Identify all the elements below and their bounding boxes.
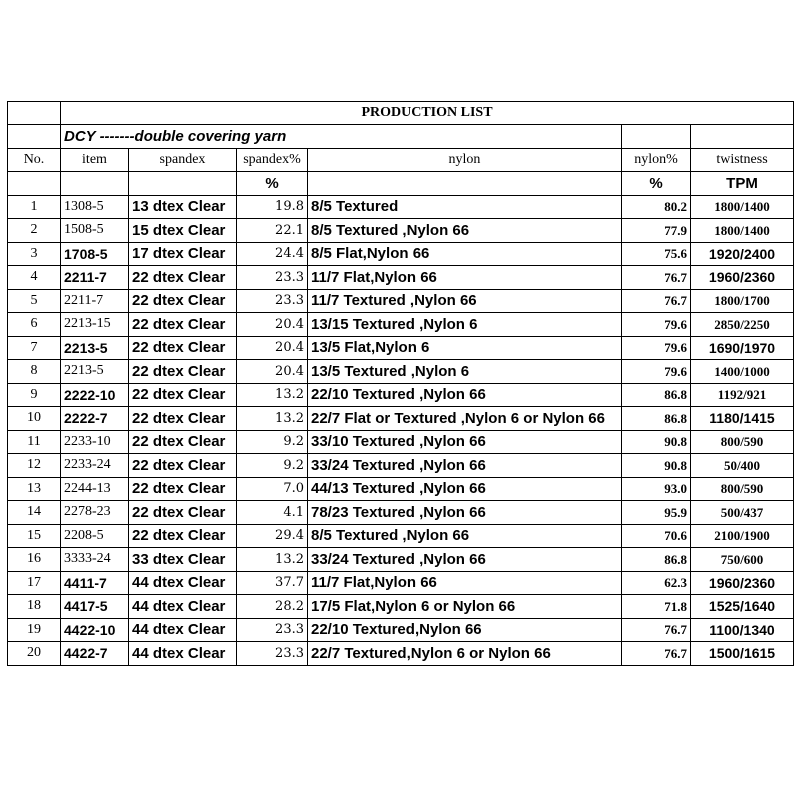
- row-nylon: 22/10 Textured ,Nylon 66: [308, 383, 622, 407]
- row-item: 4422-7: [61, 642, 129, 666]
- row-item: 2222-10: [61, 383, 129, 407]
- row-nylon: 8/5 Textured ,Nylon 66: [308, 524, 622, 548]
- row-item: 3333-24: [61, 548, 129, 572]
- blank-cell: [8, 102, 61, 125]
- blank-cell: [8, 125, 61, 149]
- row-no: 12: [8, 454, 61, 478]
- row-no: 20: [8, 642, 61, 666]
- row-no: 4: [8, 266, 61, 290]
- blank-cell: [691, 125, 794, 149]
- row-nylon-pct: 79.6: [622, 313, 691, 337]
- row-twistness: 1800/1400: [691, 195, 794, 219]
- table-row: [8, 477, 794, 501]
- row-spandex-pct: 20.4: [237, 313, 308, 337]
- row-twistness: 1100/1340: [691, 618, 794, 642]
- row-nylon: 78/23 Textured ,Nylon 66: [308, 501, 622, 525]
- table-row: [8, 383, 794, 407]
- row-spandex-pct: 7.0: [237, 477, 308, 501]
- table-row: [8, 360, 794, 384]
- row-nylon-pct: 76.7: [622, 266, 691, 290]
- production-table: [7, 101, 794, 666]
- row-no: 19: [8, 618, 61, 642]
- row-spandex: 22 dtex Clear: [129, 289, 237, 313]
- row-spandex-pct: 22.1: [237, 219, 308, 243]
- row-twistness: 1500/1615: [691, 642, 794, 666]
- row-spandex: 22 dtex Clear: [129, 383, 237, 407]
- blank-cell: [622, 125, 691, 149]
- row-twistness: 1525/1640: [691, 595, 794, 619]
- row-no: 18: [8, 595, 61, 619]
- header-twistness: twistness: [691, 148, 794, 172]
- row-no: 16: [8, 548, 61, 572]
- table-title: PRODUCTION LIST: [61, 102, 794, 125]
- row-nylon-pct: 75.6: [622, 242, 691, 266]
- row-nylon: 13/5 Textured ,Nylon 6: [308, 360, 622, 384]
- table-row: [8, 266, 794, 290]
- title-row: [8, 102, 794, 125]
- row-item: 2211-7: [61, 289, 129, 313]
- row-twistness: 1800/1700: [691, 289, 794, 313]
- row-spandex-pct: 23.3: [237, 266, 308, 290]
- table-row: [8, 336, 794, 360]
- row-item: 4417-5: [61, 595, 129, 619]
- row-spandex: 22 dtex Clear: [129, 454, 237, 478]
- row-nylon-pct: 95.9: [622, 501, 691, 525]
- row-item: 2213-5: [61, 360, 129, 384]
- row-nylon-pct: 62.3: [622, 571, 691, 595]
- row-spandex-pct: 23.3: [237, 289, 308, 313]
- table-row: [8, 289, 794, 313]
- row-nylon-pct: 86.8: [622, 407, 691, 431]
- row-no: 15: [8, 524, 61, 548]
- row-twistness: 50/400: [691, 454, 794, 478]
- row-item: 2213-5: [61, 336, 129, 360]
- row-nylon-pct: 79.6: [622, 360, 691, 384]
- row-twistness: 1960/2360: [691, 266, 794, 290]
- row-item: 2211-7: [61, 266, 129, 290]
- row-nylon-pct: 71.8: [622, 595, 691, 619]
- row-nylon: 22/7 Flat or Textured ,Nylon 6 or Nylon 66: [308, 407, 622, 431]
- header-spandex: spandex: [129, 148, 237, 172]
- row-nylon-pct: 76.7: [622, 642, 691, 666]
- row-nylon-pct: 76.7: [622, 618, 691, 642]
- row-spandex: 22 dtex Clear: [129, 477, 237, 501]
- row-item: 2222-7: [61, 407, 129, 431]
- row-nylon: 33/24 Textured ,Nylon 66: [308, 548, 622, 572]
- table-row: [8, 195, 794, 219]
- row-nylon-pct: 77.9: [622, 219, 691, 243]
- row-item: 2233-10: [61, 430, 129, 454]
- row-nylon: 33/24 Textured ,Nylon 66: [308, 454, 622, 478]
- row-spandex: 22 dtex Clear: [129, 336, 237, 360]
- row-no: 2: [8, 219, 61, 243]
- row-spandex-pct: 28.2: [237, 595, 308, 619]
- row-nylon: 44/13 Textured ,Nylon 66: [308, 477, 622, 501]
- row-twistness: 1690/1970: [691, 336, 794, 360]
- row-nylon: 33/10 Textured ,Nylon 66: [308, 430, 622, 454]
- unit-row: [8, 172, 794, 196]
- row-nylon: 11/7 Flat,Nylon 66: [308, 266, 622, 290]
- row-nylon-pct: 70.6: [622, 524, 691, 548]
- row-spandex: 15 dtex Clear: [129, 219, 237, 243]
- row-no: 6: [8, 313, 61, 337]
- row-spandex-pct: 13.2: [237, 407, 308, 431]
- row-twistness: 500/437: [691, 501, 794, 525]
- row-no: 17: [8, 571, 61, 595]
- row-spandex: 44 dtex Clear: [129, 595, 237, 619]
- row-nylon-pct: 90.8: [622, 454, 691, 478]
- row-twistness: 1180/1415: [691, 407, 794, 431]
- row-spandex-pct: 24.4: [237, 242, 308, 266]
- table-row: [8, 219, 794, 243]
- row-twistness: 1192/921: [691, 383, 794, 407]
- row-item: 2278-23: [61, 501, 129, 525]
- row-twistness: 2100/1900: [691, 524, 794, 548]
- row-no: 3: [8, 242, 61, 266]
- row-nylon: 22/10 Textured,Nylon 66: [308, 618, 622, 642]
- table-subtitle: DCY -------double covering yarn: [61, 125, 622, 149]
- row-nylon: 13/5 Flat,Nylon 6: [308, 336, 622, 360]
- row-spandex: 22 dtex Clear: [129, 501, 237, 525]
- row-item: 2233-24: [61, 454, 129, 478]
- row-spandex-pct: 37.7: [237, 571, 308, 595]
- row-spandex-pct: 20.4: [237, 360, 308, 384]
- row-nylon-pct: 79.6: [622, 336, 691, 360]
- row-spandex: 44 dtex Clear: [129, 642, 237, 666]
- row-item: 2213-15: [61, 313, 129, 337]
- table-row: [8, 430, 794, 454]
- row-twistness: 1400/1000: [691, 360, 794, 384]
- header-nylon: nylon: [308, 148, 622, 172]
- row-spandex-pct: 13.2: [237, 383, 308, 407]
- row-nylon-pct: 76.7: [622, 289, 691, 313]
- row-nylon-pct: 93.0: [622, 477, 691, 501]
- row-twistness: 1960/2360: [691, 571, 794, 595]
- row-twistness: 1800/1400: [691, 219, 794, 243]
- table-row: [8, 501, 794, 525]
- row-no: 8: [8, 360, 61, 384]
- header-item: item: [61, 148, 129, 172]
- row-no: 5: [8, 289, 61, 313]
- row-spandex-pct: 23.3: [237, 618, 308, 642]
- row-nylon: 8/5 Textured: [308, 195, 622, 219]
- blank-cell: [308, 172, 622, 196]
- table-row: [8, 642, 794, 666]
- row-nylon-pct: 86.8: [622, 548, 691, 572]
- row-item: 2244-13: [61, 477, 129, 501]
- row-spandex-pct: 23.3: [237, 642, 308, 666]
- table-row: [8, 571, 794, 595]
- row-item: 4422-10: [61, 618, 129, 642]
- subtitle-row: [8, 125, 794, 149]
- table-row: [8, 618, 794, 642]
- row-spandex: 22 dtex Clear: [129, 430, 237, 454]
- row-nylon-pct: 86.8: [622, 383, 691, 407]
- unit-twistness: TPM: [691, 172, 794, 196]
- table-row: [8, 407, 794, 431]
- header-spandex-pct: spandex%: [237, 148, 308, 172]
- row-no: 14: [8, 501, 61, 525]
- row-spandex: 22 dtex Clear: [129, 524, 237, 548]
- table-row: [8, 454, 794, 478]
- row-nylon: 8/5 Flat,Nylon 66: [308, 242, 622, 266]
- row-no: 7: [8, 336, 61, 360]
- row-spandex-pct: 19.8: [237, 195, 308, 219]
- row-twistness: 1920/2400: [691, 242, 794, 266]
- row-no: 13: [8, 477, 61, 501]
- row-twistness: 750/600: [691, 548, 794, 572]
- unit-spandex-pct: %: [237, 172, 308, 196]
- row-twistness: 800/590: [691, 477, 794, 501]
- row-spandex: 22 dtex Clear: [129, 313, 237, 337]
- row-nylon: 17/5 Flat,Nylon 6 or Nylon 66: [308, 595, 622, 619]
- row-spandex: 22 dtex Clear: [129, 407, 237, 431]
- table-row: [8, 524, 794, 548]
- row-spandex-pct: 9.2: [237, 454, 308, 478]
- row-spandex: 44 dtex Clear: [129, 618, 237, 642]
- row-spandex-pct: 4.1: [237, 501, 308, 525]
- table-row: [8, 313, 794, 337]
- row-item: 4411-7: [61, 571, 129, 595]
- row-spandex: 22 dtex Clear: [129, 360, 237, 384]
- row-twistness: 800/590: [691, 430, 794, 454]
- row-twistness: 2850/2250: [691, 313, 794, 337]
- header-no: No.: [8, 148, 61, 172]
- row-nylon: 11/7 Textured ,Nylon 66: [308, 289, 622, 313]
- row-no: 10: [8, 407, 61, 431]
- row-spandex-pct: 9.2: [237, 430, 308, 454]
- row-spandex: 13 dtex Clear: [129, 195, 237, 219]
- header-row: [8, 148, 794, 172]
- row-no: 11: [8, 430, 61, 454]
- row-item: 1708-5: [61, 242, 129, 266]
- row-spandex: 17 dtex Clear: [129, 242, 237, 266]
- row-no: 9: [8, 383, 61, 407]
- row-nylon: 8/5 Textured ,Nylon 66: [308, 219, 622, 243]
- row-nylon: 13/15 Textured ,Nylon 6: [308, 313, 622, 337]
- row-nylon-pct: 80.2: [622, 195, 691, 219]
- blank-cell: [61, 172, 129, 196]
- unit-nylon-pct: %: [622, 172, 691, 196]
- row-spandex: 44 dtex Clear: [129, 571, 237, 595]
- table-row: [8, 242, 794, 266]
- row-nylon: 11/7 Flat,Nylon 66: [308, 571, 622, 595]
- row-spandex-pct: 13.2: [237, 548, 308, 572]
- header-nylon-pct: nylon%: [622, 148, 691, 172]
- row-item: 1308-5: [61, 195, 129, 219]
- row-item: 1508-5: [61, 219, 129, 243]
- table-row: [8, 548, 794, 572]
- row-item: 2208-5: [61, 524, 129, 548]
- row-nylon: 22/7 Textured,Nylon 6 or Nylon 66: [308, 642, 622, 666]
- blank-cell: [8, 172, 61, 196]
- row-spandex-pct: 29.4: [237, 524, 308, 548]
- row-spandex-pct: 20.4: [237, 336, 308, 360]
- row-spandex: 33 dtex Clear: [129, 548, 237, 572]
- row-nylon-pct: 90.8: [622, 430, 691, 454]
- row-spandex: 22 dtex Clear: [129, 266, 237, 290]
- row-no: 1: [8, 195, 61, 219]
- blank-cell: [129, 172, 237, 196]
- table-row: [8, 595, 794, 619]
